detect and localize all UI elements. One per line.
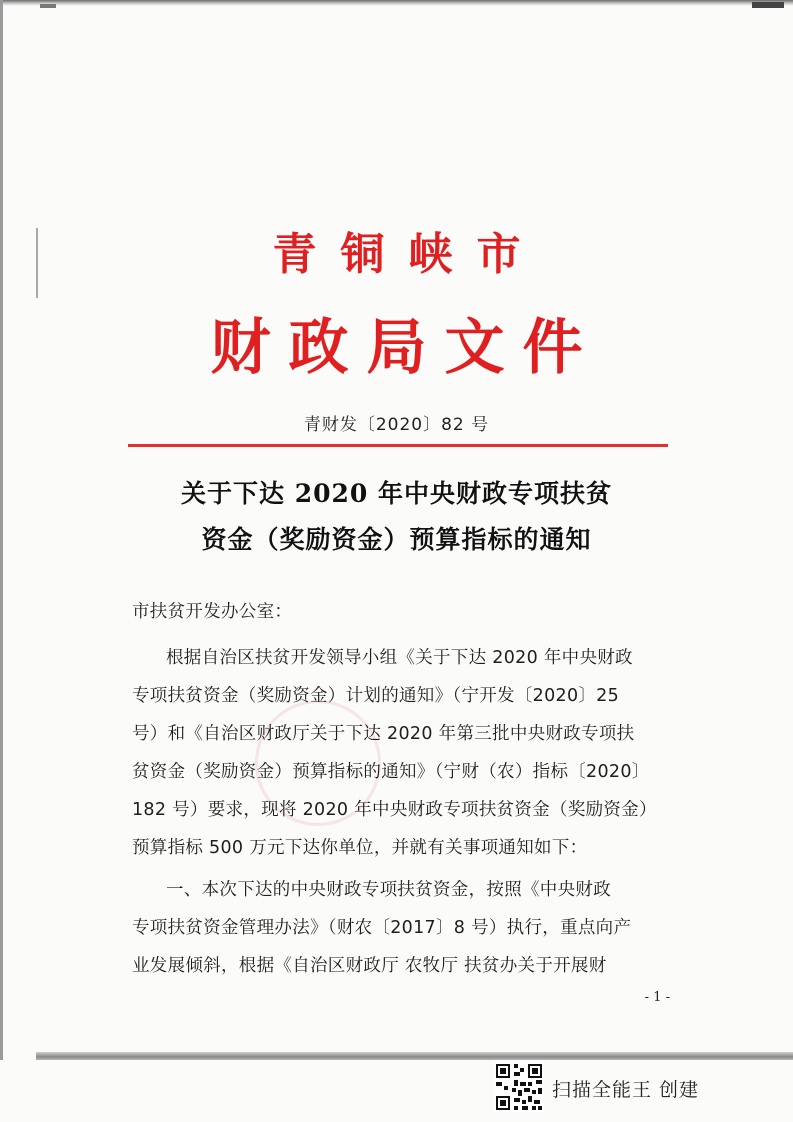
watermark-text: 扫描全能王 创建 xyxy=(552,1079,700,1101)
body-line: 号）和《自治区财政厅关于下达 2020 年第三批中央财政专项扶 xyxy=(132,724,635,744)
red-divider xyxy=(128,444,668,447)
body-line: 根据自治区扶贫开发领导小组《关于下达 2020 年中央财政 xyxy=(166,648,633,668)
body-line: 贫资金（奖励资金）预算指标的通知》（宁财（农）指标〔2020〕 xyxy=(132,762,650,782)
document-title-line-1: 关于下达 2020 年中央财政专项扶贫 xyxy=(181,479,612,508)
body-line: 一、本次下达的中央财政专项扶贫资金，按照《中央财政 xyxy=(166,880,611,900)
scan-bottom-edge xyxy=(36,1052,793,1060)
salutation: 市扶贫开发办公室： xyxy=(132,602,293,622)
body-line: 专项扶贫资金管理办法》（财农〔2017〕8 号）执行，重点向产 xyxy=(132,918,632,938)
scan-mark xyxy=(40,4,56,8)
issuer-city: 青铜峡市 xyxy=(272,229,545,280)
document-type-heading: 财政局文件 xyxy=(210,313,601,383)
document-title-line-2: 资金（奖励资金）预算指标的通知 xyxy=(201,525,592,554)
body-line: 182 号）要求，现将 2020 年中央财政专项扶贫资金（奖励资金） xyxy=(132,800,657,820)
document-number: 青财发〔2020〕82 号 xyxy=(303,415,490,435)
body-line: 预算指标 500 万元下达你单位，并就有关事项通知如下： xyxy=(132,838,588,858)
scan-top-edge xyxy=(0,0,793,6)
body-line: 业发展倾斜，根据《自治区财政厅 农牧厅 扶贫办关于开展财 xyxy=(132,956,607,976)
page-number: - 1 - xyxy=(644,990,670,1005)
scan-mark xyxy=(752,2,784,8)
qr-code-icon xyxy=(494,1062,544,1112)
scanner-watermark xyxy=(494,1062,774,1114)
body-line: 专项扶贫资金（奖励资金）计划的通知》（宁开发〔2020〕25 xyxy=(132,686,620,706)
